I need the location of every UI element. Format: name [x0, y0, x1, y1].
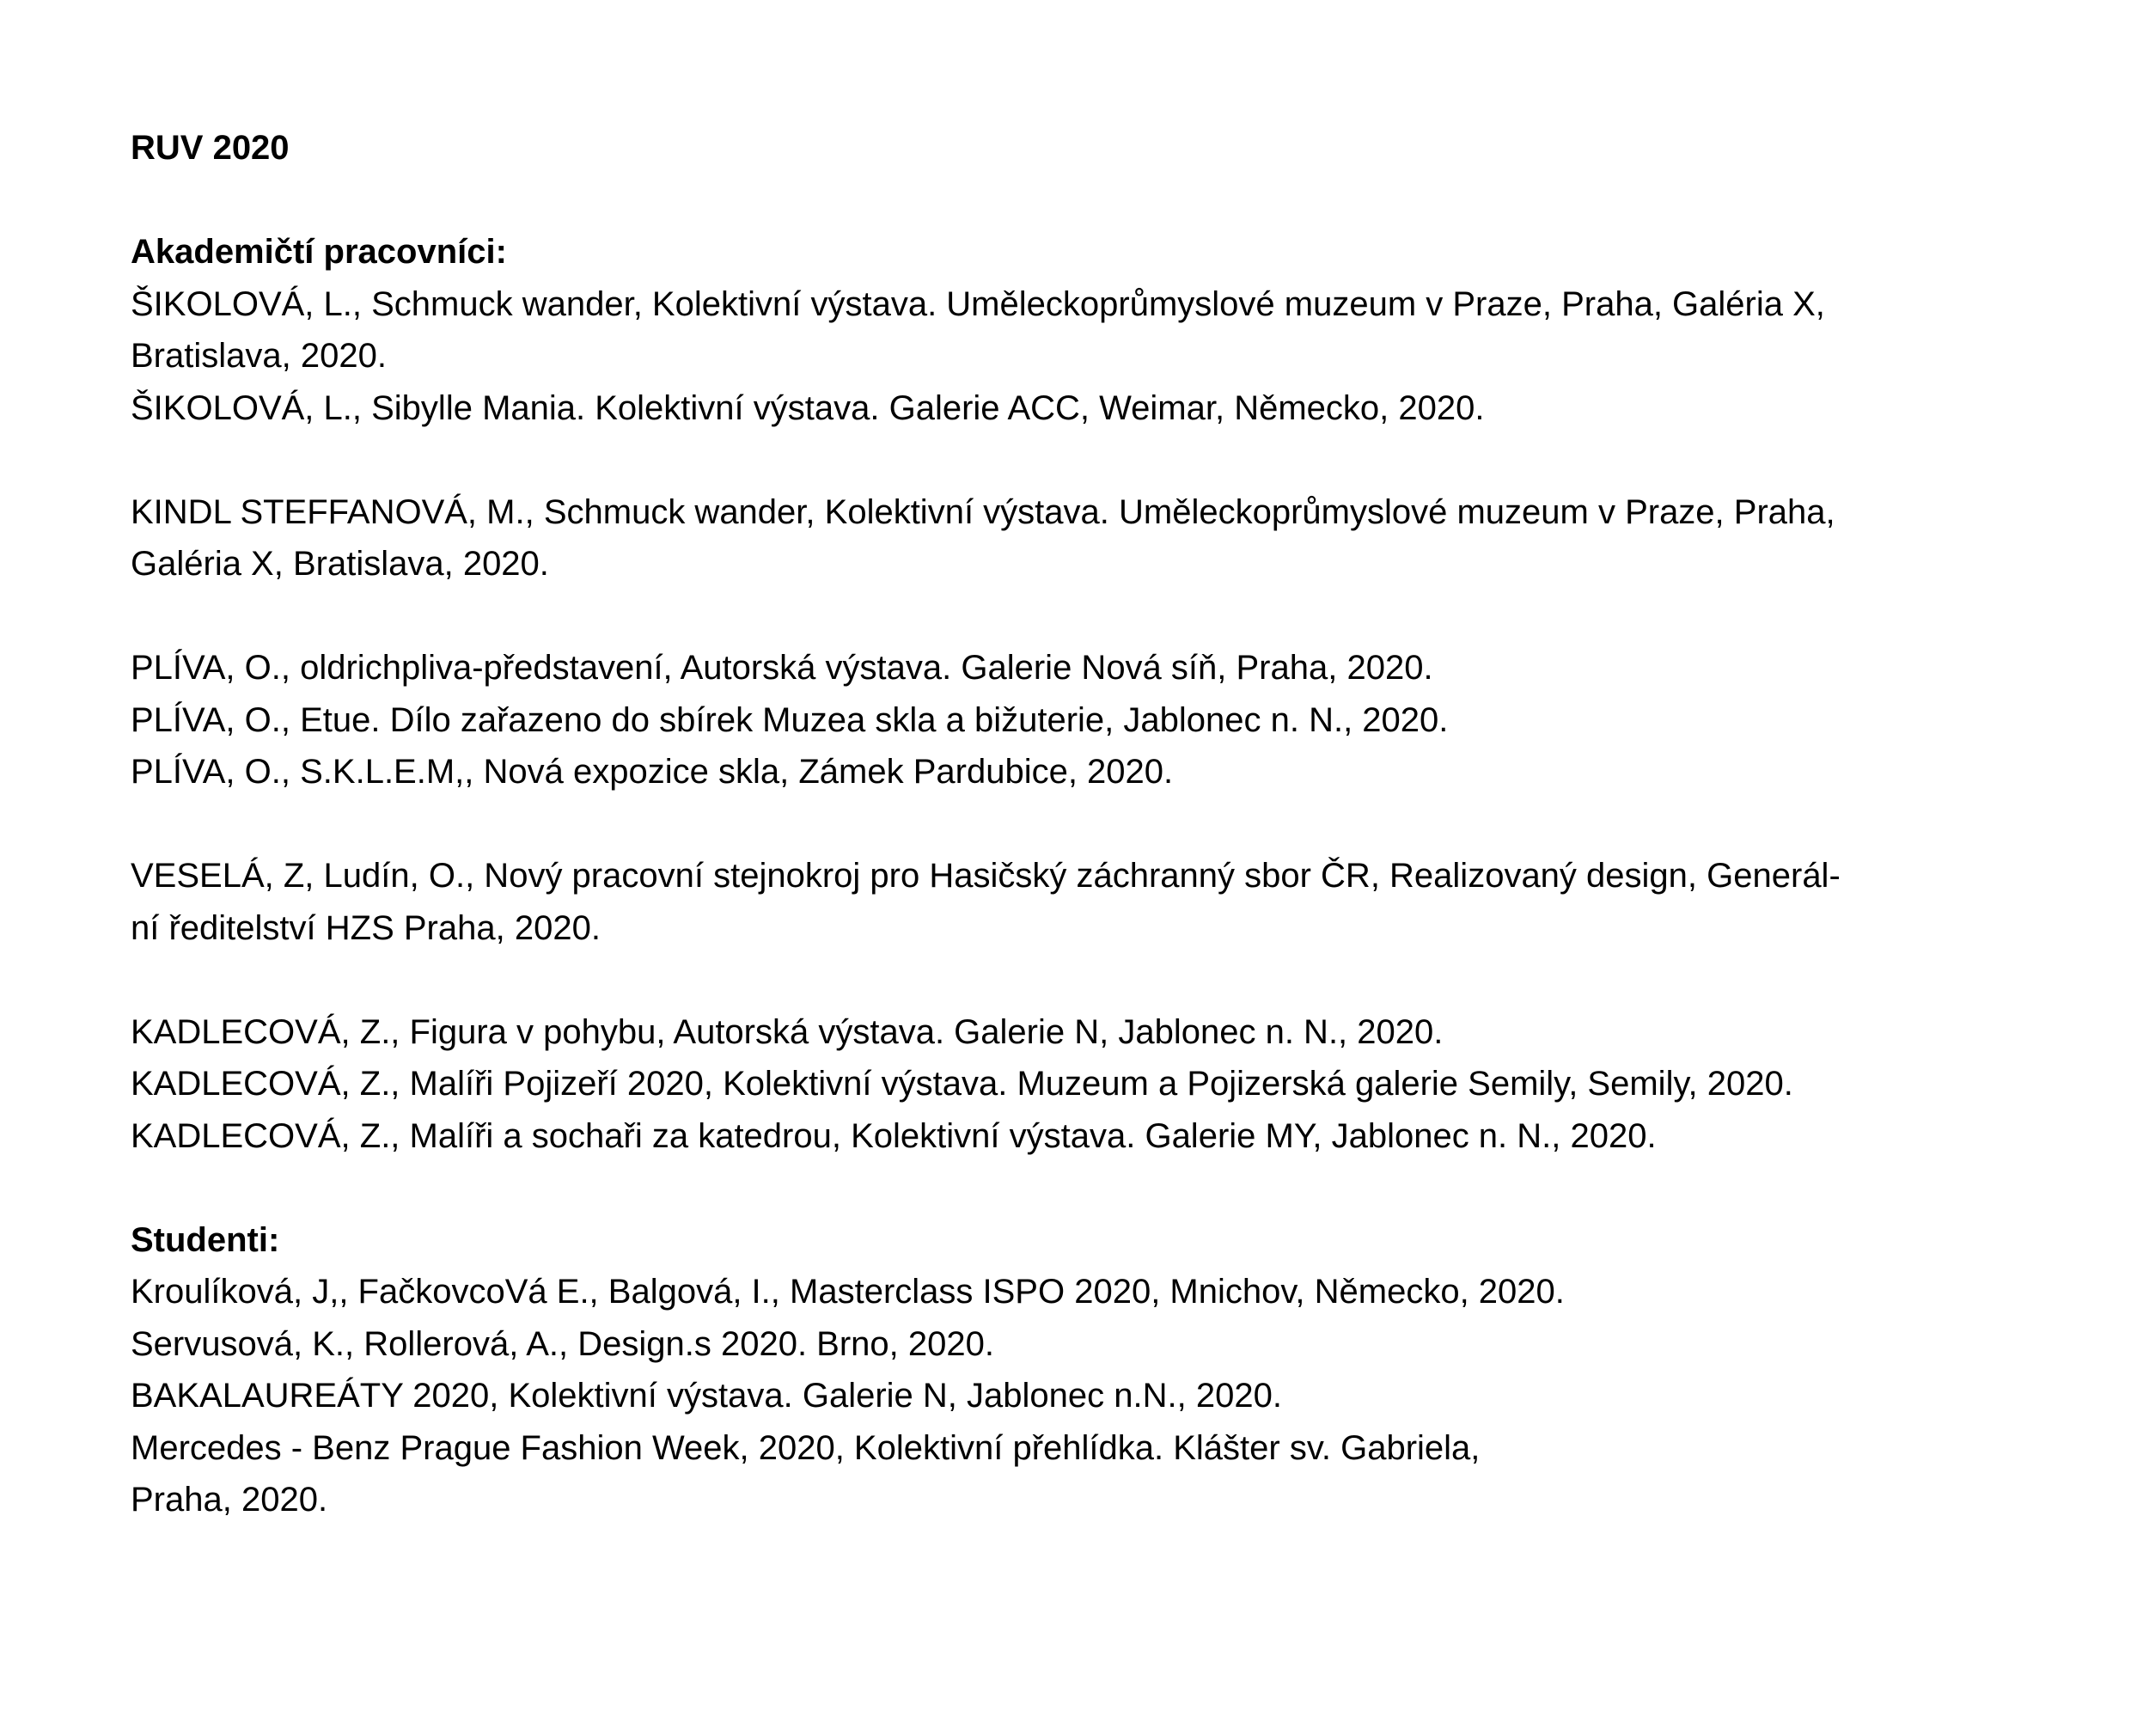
- document-page: [131, 122, 2055, 1526]
- entry-line: PLÍVA, O., S.K.L.E.M,, Nová expozice skla, Zámek Pardubice, 2020.: [131, 753, 1174, 791]
- spacer: [131, 954, 2055, 1006]
- entry-line: Kroulíková, J,, FačkovcoVá E., Balgová, I., Masterclass ISPO 2020, Mnichov, Německo, 2020.: [131, 1273, 1565, 1311]
- entry-line: PLÍVA, O., oldrichpliva-představení, Autorská výstava. Galerie Nová síň, Praha, 2020.: [131, 649, 1433, 687]
- entry-line: ní ředitelství HZS Praha, 2020.: [131, 908, 601, 947]
- entry-line: Praha, 2020.: [131, 1481, 328, 1519]
- spacer: [131, 798, 2055, 851]
- entry-line: Mercedes - Benz Prague Fashion Week, 2020, Kolektivní přehlídka. Klášter sv. Gabriela,: [131, 1428, 1481, 1467]
- entry-line: KADLECOVÁ, Z., Figura v pohybu, Autorská výstava. Galerie N, Jablonec n. N., 2020.: [131, 1012, 1444, 1051]
- spacer: [131, 590, 2055, 643]
- entry-line: Bratislava, 2020.: [131, 337, 387, 375]
- spacer: [131, 1162, 2055, 1214]
- spacer: [131, 174, 2055, 227]
- entry-line: KINDL STEFFANOVÁ, M., Schmuck wander, Kolektivní výstava. Uměleckoprůmyslové muzeum v Praze, Praha,: [131, 492, 1835, 531]
- entry-line: Galéria X, Bratislava, 2020.: [131, 545, 549, 583]
- entry-line: VESELÁ, Z, Ludín, O., Nový pracovní stejnokroj pro Hasičský záchranný sbor ČR, Realizovaný design, Generál-: [131, 857, 1841, 895]
- spacer: [131, 434, 2055, 486]
- entry-line: KADLECOVÁ, Z., Malíři Pojizeří 2020, Kolektivní výstava. Muzeum a Pojizerská galerie Semily, Semily, 2020.: [131, 1065, 1793, 1103]
- document-title: RUV 2020: [131, 129, 290, 167]
- entry-line: ŠIKOLOVÁ, L., Sibylle Mania. Kolektivní výstava. Galerie ACC, Weimar, Německo, 2020.: [131, 388, 1485, 427]
- section-heading-students: Studenti:: [131, 1220, 280, 1259]
- entry-line: BAKALAUREÁTY 2020, Kolektivní výstava. Galerie N, Jablonec n.N., 2020.: [131, 1377, 1282, 1415]
- entry-line: KADLECOVÁ, Z., Malíři a sochaři za katedrou, Kolektivní výstava. Galerie MY, Jablonec n. N., 2020.: [131, 1116, 1657, 1155]
- section-heading-academics: Akademičtí pracovníci:: [131, 233, 507, 271]
- entry-line: PLÍVA, O., Etue. Dílo zařazeno do sbírek Muzea skla a bižuterie, Jablonec n. N., 2020.: [131, 700, 1449, 739]
- entry-line: Servusová, K., Rollerová, A., Design.s 2020. Brno, 2020.: [131, 1324, 994, 1363]
- entry-line: ŠIKOLOVÁ, L., Schmuck wander, Kolektivní výstava. Uměleckoprůmyslové muzeum v Praze, Praha, Galéria X,: [131, 284, 1825, 323]
